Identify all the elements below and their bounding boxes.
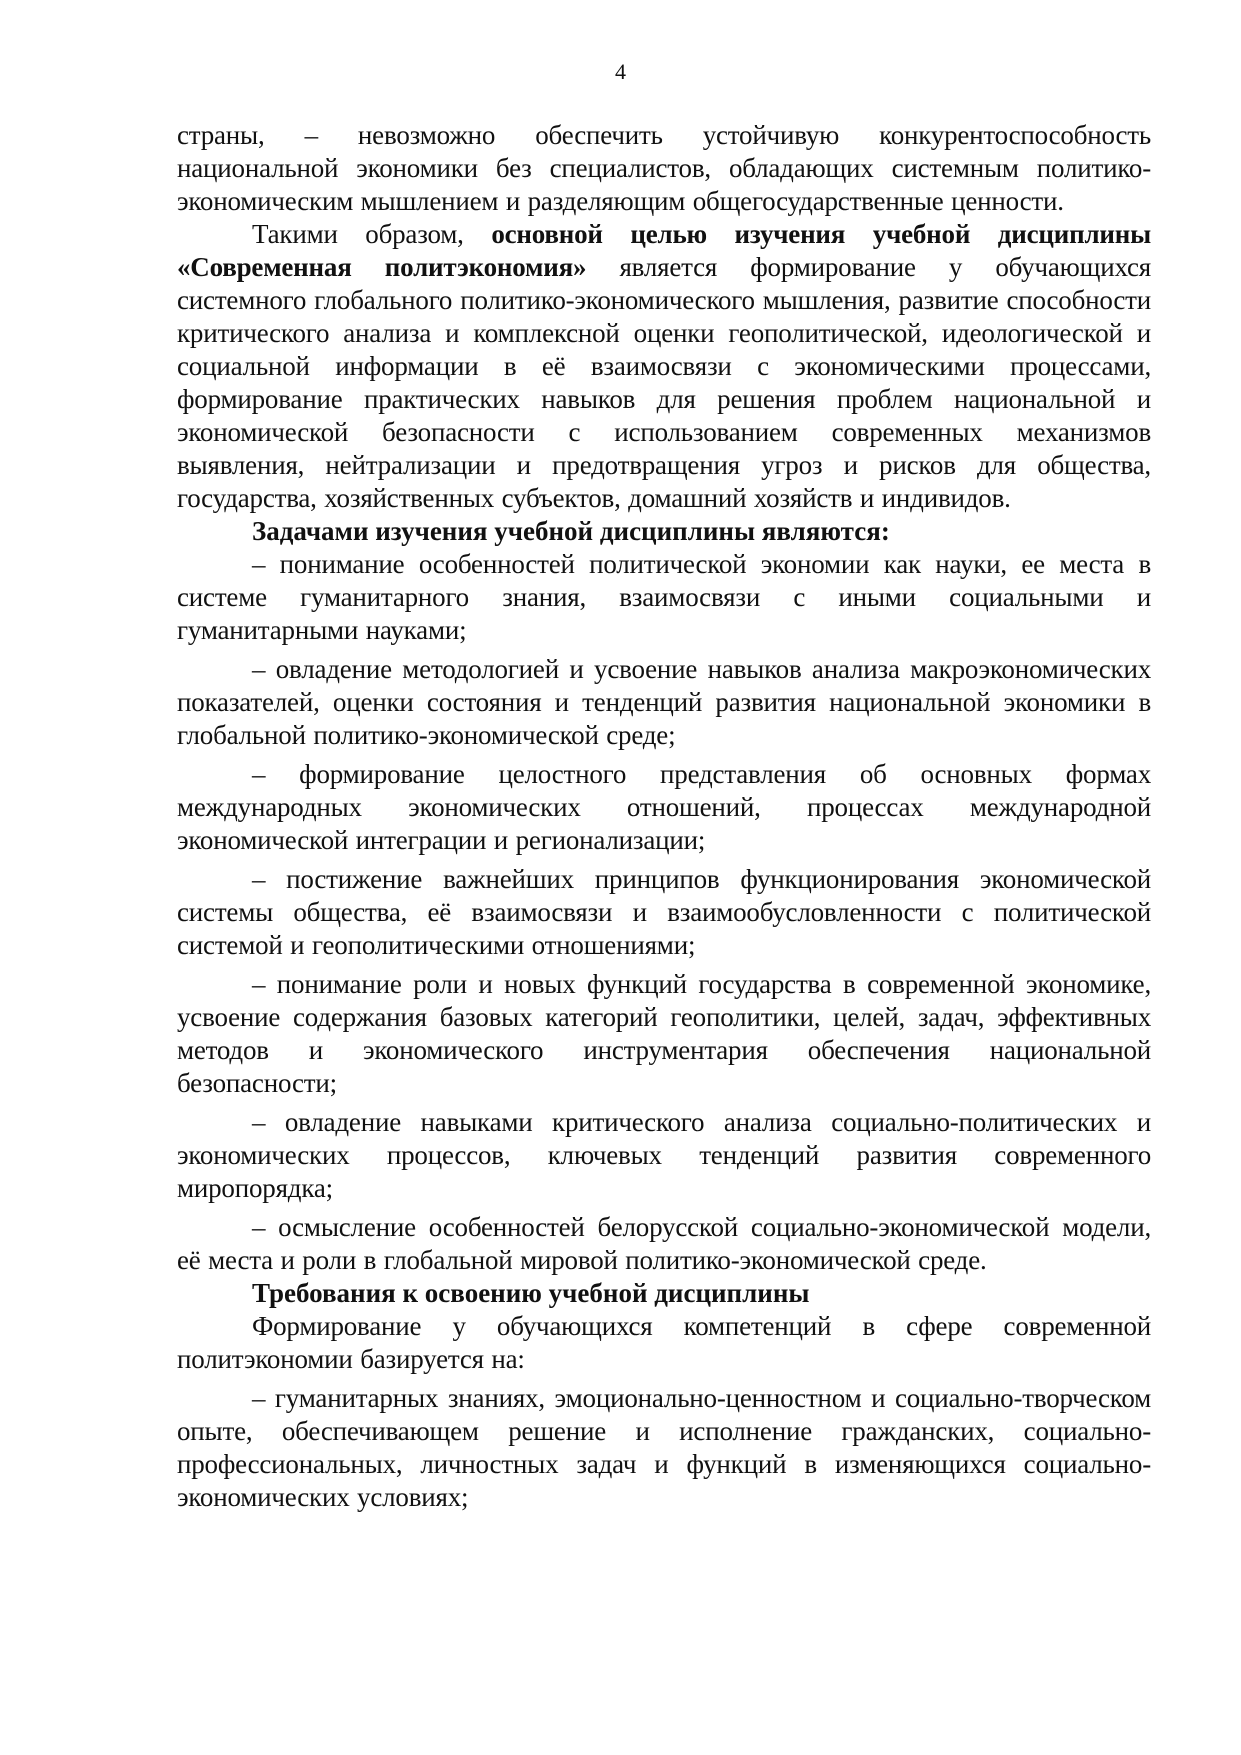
page-number: 4: [615, 59, 626, 84]
requirements-intro: Формирование у обучающихся компетенций в сфере современной политэкономии базируется на:: [177, 1311, 1151, 1374]
task-item: – понимание особенностей политической экономии как науки, ее места в системе гуманитарного знания, взаимосвязи с иными социальными и гуманитарными науками;: [177, 549, 1151, 645]
paragraph-continuation: страны, – невозможно обеспечить устойчивую конкурентоспособность национальной экономики без специалистов, обладающих системным политико-экономическим мышлением и разделяющим общегосударственные ценности.: [177, 120, 1151, 216]
document-body: [177, 119, 1151, 1514]
task-item: – овладение методологией и усвоение навыков анализа макроэкономических показателей, оценки состояния и тенденций развития национальной экономики в глобальной политико-экономической среде;: [177, 654, 1151, 750]
task-item: – осмысление особенностей белорусской социально-экономической модели, её места и роли в глобальной мировой политико-экономической среде.: [177, 1212, 1151, 1275]
task-item: – формирование целостного представления об основных формах международных экономических отношений, процессах международной экономической интеграции и регионализации;: [177, 759, 1151, 855]
task-item: – понимание роли и новых функций государства в современной экономике, усвоение содержания базовых категорий геополитики, целей, задач, эффективных методов и экономического инструментария обеспечения национальной безопасности;: [177, 969, 1151, 1098]
goal-rest-text: является формирование у обучающихся системного глобального политико-экономического мышления, развитие способности критического анализа и комплексной оценки геополитической, идеологической и социальной информации в её взаимосвязи с экономическими процессами, формирование практических навыков для решения проблем национальной и экономической безопасности с использованием современных механизмов выявления, нейтрализации и предотвращения угроз и рисков для общества, государства, хозяйственных субъектов, домашний хозяйств и индивидов.: [177, 252, 1151, 513]
task-item: – овладение навыками критического анализа социально-политических и экономических процессов, ключевых тенденций развития современного миропорядка;: [177, 1107, 1151, 1203]
task-item: – постижение важнейших принципов функционирования экономической системы общества, её взаимосвязи и взаимообусловленности с политической системой и геополитическими отношениями;: [177, 864, 1151, 960]
goal-bold-text: основной целью изучения учебной дисциплины «Современная политэкономия»: [177, 219, 1151, 282]
requirement-item: – гуманитарных знаниях, эмоционально-ценностном и социально-творческом опыте, обеспечивающем решение и исполнение гражданских, социально-профессиональных, личностных задач и функций в изменяющихся социально-экономических условиях;: [177, 1383, 1151, 1512]
tasks-heading: Задачами изучения учебной дисциплины являются:: [252, 516, 890, 546]
paragraph-main-goal: [177, 218, 1151, 515]
requirements-heading: Требования к освоению учебной дисциплины: [252, 1278, 810, 1308]
goal-lead-text: Такими образом,: [252, 219, 492, 249]
